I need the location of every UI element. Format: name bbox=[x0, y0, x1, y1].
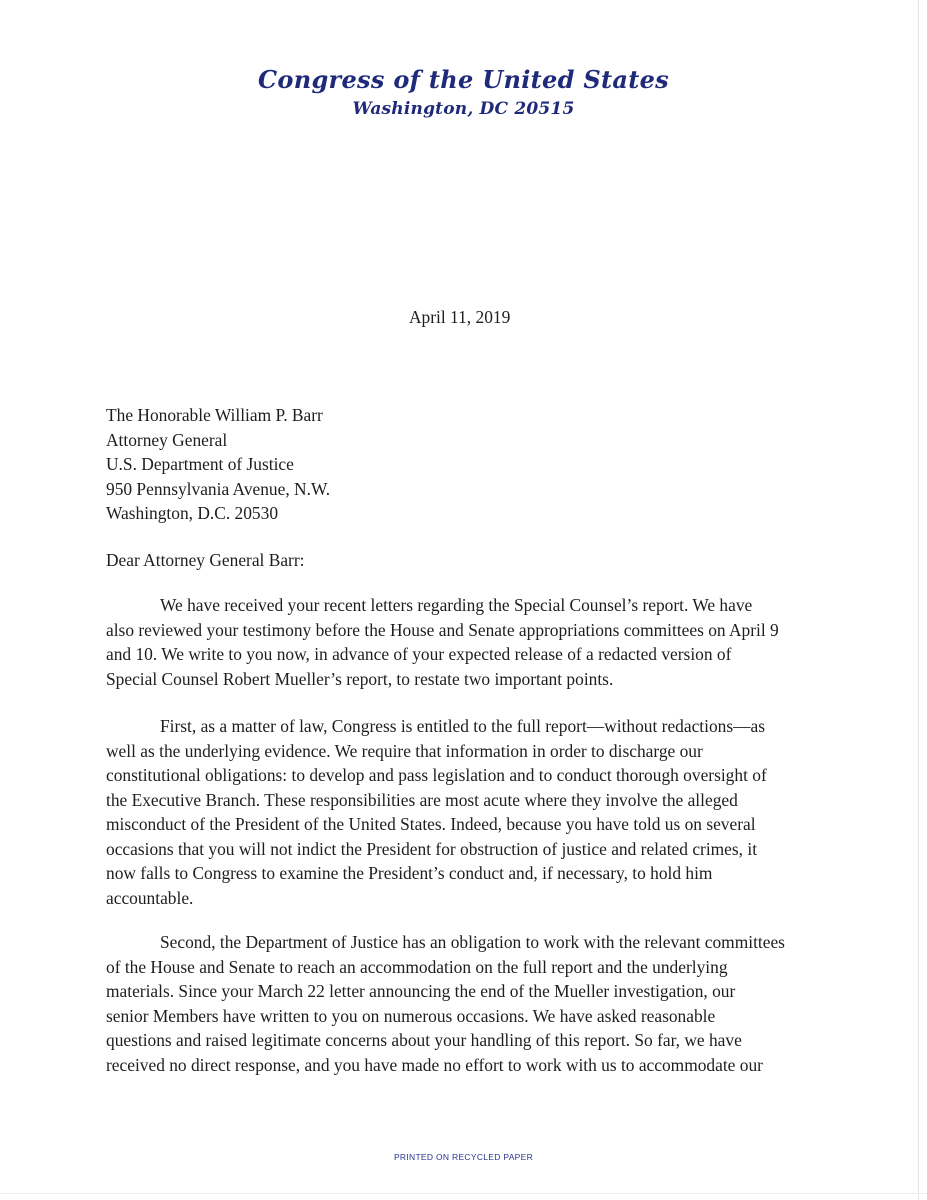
paragraph-line: senior Members have written to you on numerous occasions. We have asked reasonable bbox=[106, 1005, 716, 1026]
paragraph-line: well as the underlying evidence. We require that information in order to discharge our bbox=[106, 740, 703, 761]
paragraph-line: First, as a matter of law, Congress is entitled to the full report—without redactions—as bbox=[160, 716, 766, 736]
address-line: U.S. Department of Justice bbox=[106, 454, 294, 474]
paragraph-line: We have received your recent letters regarding the Special Counsel’s report. We have bbox=[160, 595, 753, 615]
paragraph-line: and 10. We write to you now, in advance of your expected release of a redacted version of bbox=[106, 644, 732, 664]
paragraph-line: received no direct response, and you have made no effort to work with us to accommodate our bbox=[106, 1054, 763, 1075]
paragraph-3 bbox=[106, 930, 826, 1077]
salutation: Dear Attorney General Barr: bbox=[106, 550, 305, 570]
paragraph-line: accountable. bbox=[106, 887, 194, 908]
address-line: Washington, D.C. 20530 bbox=[106, 503, 279, 523]
address-line: Attorney General bbox=[106, 429, 228, 450]
paragraph-line: Special Counsel Robert Mueller’s report, to restate two important points. bbox=[106, 668, 614, 689]
paragraph-line: questions and raised legitimate concerns about your handling of this report. So far, we have bbox=[106, 1030, 742, 1050]
letterhead-subtitle: Washington, DC 20515 bbox=[352, 99, 575, 119]
paragraph-line: misconduct of the President of the United States. Indeed, because you have told us on several bbox=[106, 814, 756, 834]
paragraph-1 bbox=[106, 593, 826, 691]
recipient-address bbox=[106, 403, 330, 526]
scan-edge-line bbox=[918, 0, 919, 1200]
recycled-paper-footer: PRINTED ON RECYCLED PAPER bbox=[393, 1152, 534, 1162]
paragraph-line: Second, the Department of Justice has an obligation to work with the relevant committees bbox=[160, 932, 785, 952]
address-line: 950 Pennsylvania Avenue, N.W. bbox=[106, 478, 331, 499]
letter-date: April 11, 2019 bbox=[409, 307, 511, 327]
paragraph-line: of the House and Senate to reach an accommodation on the full report and the underlying bbox=[106, 956, 728, 977]
paragraph-2 bbox=[106, 714, 826, 910]
paragraph-line: occasions that you will not indict the President for obstruction of justice and related crimes, it bbox=[106, 838, 758, 859]
paragraph-line: the Executive Branch. These responsibilities are most acute where they involve the alleged bbox=[106, 789, 738, 810]
scan-bottom-line bbox=[0, 1193, 927, 1194]
letterhead bbox=[0, 63, 927, 121]
address-line: The Honorable William P. Barr bbox=[106, 405, 323, 425]
paragraph-line: now falls to Congress to examine the President’s conduct and, if necessary, to hold him bbox=[106, 863, 713, 883]
paragraph-line: constitutional obligations: to develop and pass legislation and to conduct thorough oversight of bbox=[106, 765, 767, 785]
paragraph-line: also reviewed your testimony before the House and Senate appropriations committees on April 9 bbox=[106, 619, 779, 640]
paragraph-line: materials. Since your March 22 letter announcing the end of the Mueller investigation, our bbox=[106, 981, 736, 1001]
letterhead-title: Congress of the United States bbox=[257, 65, 669, 94]
